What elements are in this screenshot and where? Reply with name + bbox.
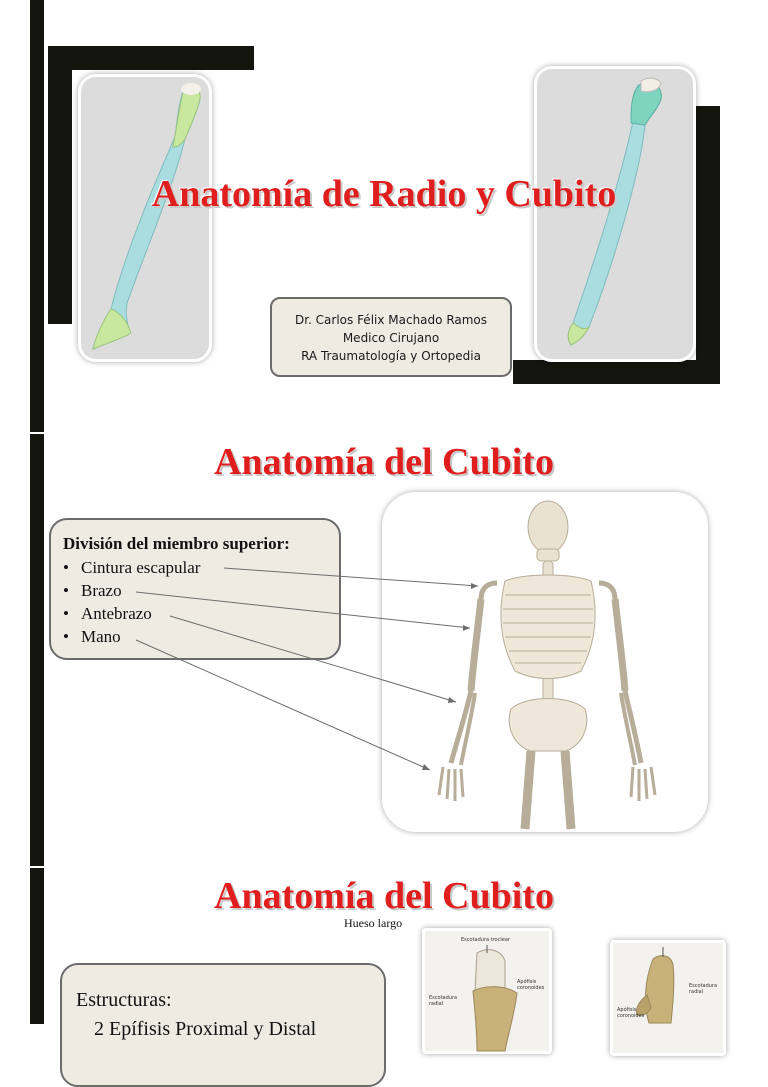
author-name: Dr. Carlos Félix Machado Ramos: [294, 313, 488, 327]
bullet-icon: •: [63, 581, 69, 600]
slide-upper-limb: [0, 434, 768, 866]
slide-upper-limb-heading: Anatomía del Cubito: [214, 441, 554, 483]
skeleton-image: [382, 492, 708, 832]
slide-ulna-subtitle: Hueso largo: [344, 916, 403, 930]
slide-title: [0, 0, 768, 432]
bullet-icon: •: [63, 558, 69, 577]
ulna-proximal-photo-right: [610, 940, 726, 1056]
structures-item: 2 Epífisis Proximal y Distal: [94, 1018, 317, 1040]
division-item-label: Mano: [81, 627, 121, 646]
radius-bone-illustration: [81, 77, 209, 359]
division-item-hand: [63, 625, 339, 648]
slide-left-bar: [30, 434, 44, 866]
skeleton-illustration: [385, 495, 705, 829]
radius-bone-image: [78, 74, 212, 362]
division-item-label: Antebrazo: [81, 604, 152, 623]
slide-ulna-long-bone: [0, 868, 768, 1040]
fig-label-trochlear-notch: Escotadura troclear: [461, 937, 510, 943]
division-item-arm: [63, 579, 339, 602]
fig-label-radial-notch: Escotadura radial: [429, 995, 458, 1007]
fig-label-coronoid-process: Apófisis coronoides: [517, 979, 545, 991]
slide-left-bar: [30, 0, 44, 432]
upper-limb-division-box: [49, 518, 341, 660]
author-info-box: [270, 297, 512, 377]
division-item-forearm: [63, 602, 339, 625]
ulna-proximal-illustration-right: [613, 943, 723, 1053]
division-list-heading: División del miembro superior:: [63, 534, 290, 553]
division-item-label: Cintura escapular: [81, 558, 201, 577]
ulna-proximal-illustration-left: [425, 931, 549, 1051]
frame-top-left-horizontal: [48, 46, 254, 70]
structures-heading: Estructuras:: [76, 989, 172, 1011]
fig-label-coronoid-process-right: Apófisis coronoides: [617, 1007, 645, 1019]
slide-title-heading: Anatomía de Radio y Cubito: [151, 173, 617, 215]
fig-label-radial-notch-right: Escotadura radial: [689, 983, 718, 995]
bullet-icon: •: [63, 627, 69, 646]
author-role: Medico Cirujano: [342, 331, 440, 345]
bullet-icon: •: [63, 604, 69, 623]
frame-bottom-right-vertical: [696, 106, 720, 384]
slide-ulna-heading: Anatomía del Cubito: [214, 875, 554, 917]
author-specialty: RA Traumatología y Ortopedia: [301, 349, 481, 363]
ulna-proximal-photo-left: [422, 928, 552, 1054]
division-item-shoulder-girdle: [63, 556, 339, 579]
structures-box: [60, 963, 386, 1087]
division-item-label: Brazo: [81, 581, 122, 600]
